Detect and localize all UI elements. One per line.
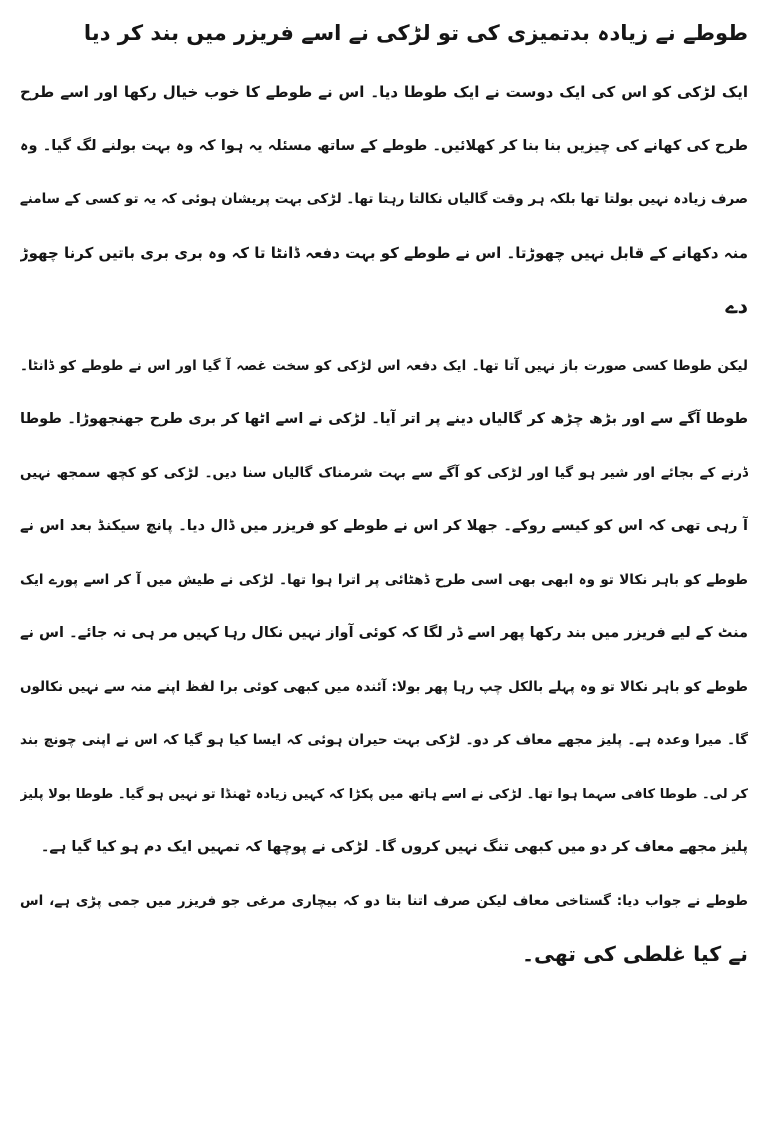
text-line: پلیز مجھے معاف کر دو میں کبھی تنگ نہیں کروں گا۔ لڑکی نے پوچھا کہ تمہیں ایک دم ہو کیا گیا ہے۔ [40, 839, 748, 855]
text-line: ڈرنے کے بجائے اور شیر ہو گیا اور لڑکی کو آگے سے بہت شرمناک گالیاں سنا دیں۔ لڑکی کو کچھ سمجھ نہیں [20, 464, 748, 481]
text-line: منہ دکھانے کے قابل نہیں چھوڑتا۔ اس نے طوطے کو بہت دفعہ ڈانٹا تا کہ وہ بری بری باتیں کرنا چھوڑ [20, 243, 748, 262]
text-line: لیکن طوطا کسی صورت باز نہیں آتا تھا۔ ایک دفعہ اس لڑکی کو سخت غصہ آ گیا اور اس نے طوطے کو ڈانٹا۔ [20, 357, 748, 374]
text-line: طوطے کو باہر نکالا تو وہ ابھی بھی اسی طرح ڈھٹائی پر اترا ہوا تھا۔ لڑکی نے طیش میں آ کر اسے پورے ایک [20, 571, 748, 588]
text-line: آ رہی تھی کہ اس کو کیسے روکے۔ جھلا کر اس نے طوطے کو فریزر میں ڈال دیا۔ پانچ سیکنڈ بعد اس نے [20, 518, 748, 534]
text-line: صرف زیادہ نہیں بولتا تھا بلکہ ہر وقت گالیاں نکالتا رہتا تھا۔ لڑکی بہت پریشان ہوئی کہ یہ تو کسی کے سامنے [20, 191, 748, 207]
text-line: منٹ کے لیے فریزر میں بند رکھا پھر اسے ڈر لگا کہ کوئی آواز نہیں نکال رہا کہیں مر ہی نہ جائے۔ اس نے [20, 625, 748, 641]
text-line: طوطے نے جواب دیا: گستاخی معاف لیکن صرف اتنا بتا دو کہ بیچاری مرغی جو فریزر میں جمی پڑی ہے، اس [20, 892, 748, 909]
text-line: طرح کی کھانے کی چیزیں بنا بنا کر کھلائیں۔ طوطے کے ساتھ مسئلہ یہ ہوا کہ وہ بہت بولنے لگ گیا۔ وہ [20, 137, 748, 154]
text-line: طوطے کو باہر نکالا تو وہ پہلے بالکل چپ رہا پھر بولا: آئندہ میں کبھی کوئی برا لفظ اپنے منہ سے نہیں نکالوں [20, 678, 748, 695]
text-line: کر لی۔ طوطا کافی سہما ہوا تھا۔ لڑکی نے اسے ہاتھ میں پکڑا کہ کہیں زیادہ ٹھنڈا تو نہیں ہو گیا۔ طوطا بولا پلیز [20, 786, 748, 802]
text-line: دے [725, 294, 748, 318]
text-line: طوطا آگے سے اور بڑھ چڑھ کر گالیاں دینے پر اتر آیا۔ لڑکی نے اسے اٹھا کر بری طرح جھنجھوڑا۔ طوطا [20, 411, 748, 427]
paragraph-1 [20, 66, 748, 334]
article-title: طوطے نے زیادہ بدتمیزی کی تو لڑکی نے اسے فریزر میں بند کر دیا [83, 21, 748, 45]
text-line: نے کیا غلطی کی تھی۔ [522, 942, 748, 966]
text-line: گا۔ میرا وعدہ ہے۔ پلیز مجھے معاف کر دو۔ لڑکی بہت حیران ہوئی کہ ایسا کیا ہو گیا کہ اس نے اپنی چونچ بند [20, 732, 748, 748]
paragraph-2 [20, 340, 748, 982]
text-line: ایک لڑکی کو اس کی ایک دوست نے ایک طوطا دیا۔ اس نے طوطے کا خوب خیال رکھا اور اسے طرح [20, 83, 748, 101]
